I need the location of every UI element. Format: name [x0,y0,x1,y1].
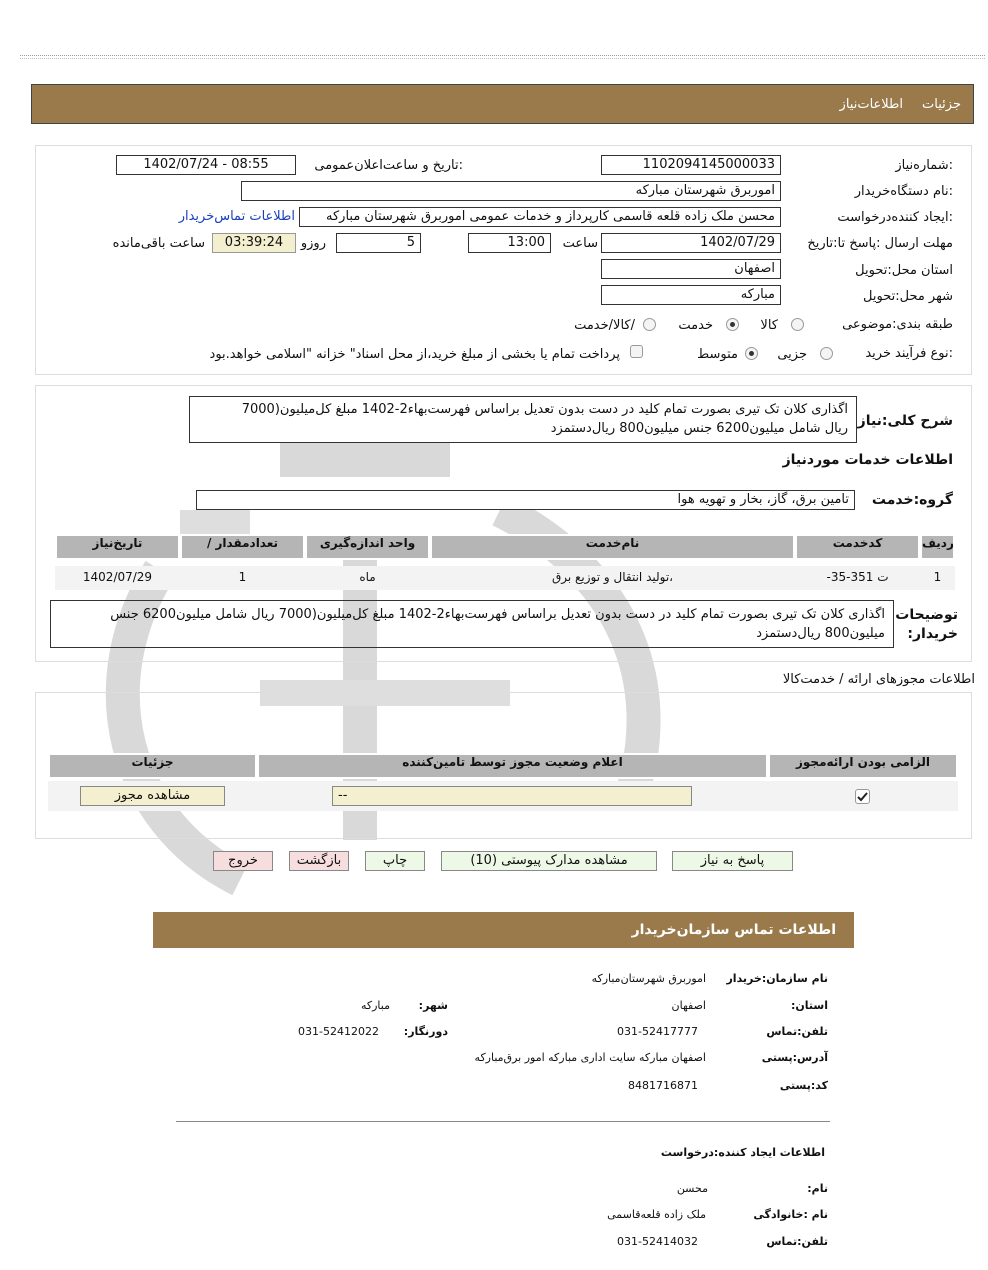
col-need-date: تاریخ‌نیاز [55,534,180,560]
contact-city-value: مبارکه [360,999,390,1012]
col-row: ردیف [920,534,955,560]
col-permit-status: اعلام وضعیت مجوز توسط تامین‌کننده [257,753,768,779]
days-field: 5 [336,233,421,253]
contact-province-value: اصفهان [671,999,706,1012]
remaining-label: ساعت باقی‌مانده [112,236,205,251]
top-divider [20,55,985,56]
postal-value: 8481716871 [628,1079,698,1092]
category-goods-radio[interactable] [791,318,804,331]
category-goods-service-radio[interactable] [643,318,656,331]
category-goods-label: کالا [760,318,778,333]
treasury-payment-note: پرداخت تمام یا بخشی از مبلغ خرید،از محل اسناد" خزانه "اسلامی خواهد.بود [209,347,620,362]
cell-service-name: ،تولید انتقال و توزیع برق [551,570,674,584]
tab-details[interactable]: جزئیات [922,97,961,112]
services-title: اطلاعات خدمات موردنیاز [782,452,953,468]
summary-text-line2: ریال شامل میلیون6200 جنس میلیون800 ریال‌دستمزد [550,421,848,436]
creator-field: محسن ملک زاده قلعه قاسمی کارپرداز و خدمات عمومی اموربرق شهرستان مبارکه [299,207,781,227]
col-permit-required: الزامی بودن ارائه‌مجوز [768,753,958,779]
back-button[interactable]: بازگشت [289,851,349,871]
deadline-label: مهلت ارسال :پاسخ تا:تاریخ [807,236,953,251]
city-label: شهر محل:تحویل [863,289,953,304]
permit-required-checkbox[interactable] [855,789,870,804]
contact-province-label: :استان [790,999,828,1012]
announce-label: تاریخ و ساعت‌اعلان‌عمومی: [314,158,463,173]
deadline-time-field: 13:00 [468,233,551,253]
buyer-org-label: نام دستگاه‌خریدار: [854,184,953,199]
permits-title: اطلاعات مجوزهای ارائه / خدمت‌کالا [782,672,975,687]
process-small-label: جزیی [777,347,807,362]
deadline-time-label: ساعت [562,236,598,251]
category-service-radio[interactable] [726,318,739,331]
contact-city-label: :شهر [418,999,448,1012]
creator-family-value: ملک زاده قلعه‌قاسمی [607,1208,706,1221]
buyer-notes-label-2: :خریدار [907,626,958,642]
process-small-radio[interactable] [820,347,833,360]
buyer-contact-link[interactable]: اطلاعات تماس‌خریدار [178,209,295,224]
contact-title: اطلاعات تماس سازمان‌خریدار [631,922,836,938]
need-info-panel [35,145,972,375]
process-buy: خرید [865,346,891,361]
print-button[interactable]: چاپ [365,851,425,871]
fax-label: :دورنگار [403,1025,448,1038]
group-label: گروه:خدمت [871,492,953,508]
phone-value: 031-52417777 [617,1025,698,1038]
need-number-label: شماره‌نیاز: [895,158,953,173]
category-goods-service-label: کالا/خدمت/ [574,318,635,333]
treasury-payment-checkbox[interactable] [630,345,643,358]
need-number-field: 1102094145000033 [601,155,781,175]
category-service-label: خدمت [678,318,713,333]
cell-quantity: 1 [238,570,247,584]
buyer-notes-label-1: توضیحات [895,607,958,623]
postal-label: کد:پستی [779,1079,828,1092]
permit-status-field: -- [332,786,692,806]
org-label: نام سازمان:خریدار [726,972,828,985]
col-service-code: کدخدمت [795,534,920,560]
buyer-notes-line1: اگذاری کلان تک تیری بصورت تمام کلید در دست بدون تعدیل براساس فهرست‌بهاء2-1402 مبلغ کل‌میلیون(7000 ریال شامل میلیون6200 جنس [110,607,885,622]
org-value: اموربرق شهرستان‌مبارکه [591,972,706,985]
cell-unit: ماه [359,570,376,584]
contact-divider [176,1121,830,1122]
fax-value: 031-52412022 [298,1025,379,1038]
process-label: نوع فرآیند: [895,346,953,361]
creator-name-label: :نام [807,1182,828,1195]
buyer-notes-label [895,606,958,644]
city-field: مبارکه [601,285,781,305]
creator-family-label: نام :خانوادگی [753,1208,828,1221]
attachments-button[interactable]: مشاهده مدارک پیوستی (10) [441,851,657,871]
col-permit-details: جزئیات [48,753,257,779]
reply-button[interactable]: پاسخ به نیاز [672,851,793,871]
remaining-time: 03:39:24 [212,233,296,253]
phone-label: تلفن:تماس [766,1025,828,1038]
category-label: طبقه بندی:موضوعی [842,317,953,332]
summary-label: شرح کلی:نیاز [857,413,953,429]
view-permit-button[interactable]: مشاهده مجوز [80,786,225,806]
cell-row: 1 [933,570,942,584]
announce-date-field: 1402/07/24 - 08:55 [116,155,296,175]
cell-need-date: 1402/07/29 [82,570,153,584]
summary-box [189,396,857,443]
creator-label: ایجاد کننده‌درخواست: [837,210,953,225]
buyer-notes-line2: میلیون800 ریال‌دستمزد [756,626,885,641]
process-medium-radio[interactable] [745,347,758,360]
services-table [55,534,955,594]
summary-text-line1: اگذاری کلان تک تیری بصورت تمام کلید در دست بدون تعدیل براساس فهرست‌بهاء2-1402 مبلغ کل‌میلیون(7000 [241,402,848,417]
buyer-notes-box [50,600,894,648]
address-value: اصفهان مبارکه سایت اداری مبارکه امور برق‌مبارکه [474,1051,706,1064]
creator-info-title: اطلاعات ایجاد کننده:درخواست [660,1146,825,1159]
days-label: روزو [300,236,326,251]
province-label: استان محل:تحویل [855,263,953,278]
process-medium-label: متوسط [697,347,738,362]
buyer-org-field: اموربرق شهرستان مبارکه [241,181,781,201]
province-field: اصفهان [601,259,781,279]
col-unit: واحد اندازه‌گیری [305,534,430,560]
col-service-name: نام‌خدمت [430,534,795,560]
check-icon [856,790,869,803]
cell-service-code: ت 351-35- [826,570,889,584]
deadline-date-field: 1402/07/29 [601,233,781,253]
exit-button[interactable]: خروج [213,851,273,871]
contact-header [153,912,854,948]
address-label: آدرس:پستی [761,1051,828,1064]
tab-need-info[interactable]: اطلاعات‌نیاز [839,97,903,112]
page-header [31,84,974,124]
creator-phone-label: تلفن:تماس [766,1235,828,1248]
creator-name-value: محسن [676,1182,708,1195]
group-field: تامین برق، گاز، بخار و تهویه هوا [196,490,855,510]
creator-phone-value: 031-52414032 [617,1235,698,1248]
top-divider-2 [20,58,985,59]
col-quantity: / تعدادمقدار [180,534,305,560]
